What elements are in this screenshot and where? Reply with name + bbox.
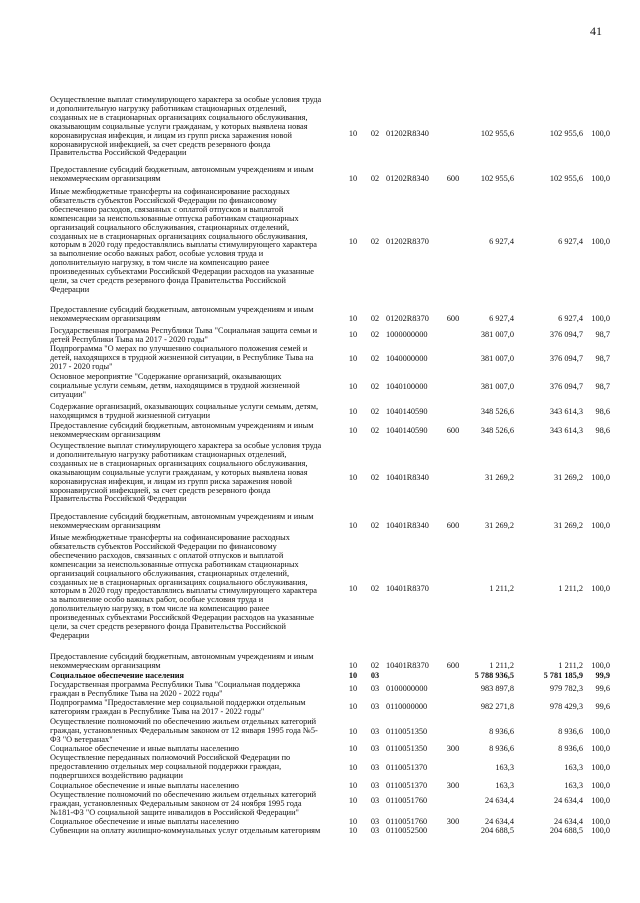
cell-rz: 10: [348, 382, 358, 391]
cell-pr: 02: [370, 174, 380, 183]
cell-rz: 10: [348, 702, 358, 711]
cell-plan: 163,3: [495, 763, 514, 772]
cell-rz: 10: [348, 826, 358, 835]
cell-plan: 1 211,2: [489, 661, 514, 670]
cell-vr: 600: [446, 174, 460, 183]
cell-pct: 99,6: [595, 684, 610, 693]
cell-plan: 163,3: [495, 781, 514, 790]
cell-plan: 102 955,6: [480, 129, 514, 138]
cell-fact: 204 688,5: [549, 826, 583, 835]
cell-csr: 0110051760: [386, 796, 428, 805]
cell-pct: 100,0: [591, 661, 610, 670]
cell-pct: 100,0: [591, 817, 610, 826]
cell-pct: 100,0: [591, 314, 610, 323]
cell-rz: 10: [348, 237, 358, 246]
cell-vr: 600: [446, 426, 460, 435]
cell-csr: 1040140590: [386, 407, 428, 416]
cell-fact: 8 936,6: [558, 744, 583, 753]
cell-rz: 10: [348, 129, 358, 138]
row-description: Осуществление полномочий по обеспечению жильем отдельных категорий граждан, установленных Федеральным законом от 24 ноября 1995 года №181-ФЗ "О социальной защите инвалидов в Российской Федерации": [50, 790, 317, 817]
cell-pct: 98,7: [595, 330, 610, 339]
cell-rz: 10: [348, 521, 358, 530]
cell-fact: 102 955,6: [549, 174, 583, 183]
row-description: Социальное обеспечение и иные выплаты населению: [50, 744, 239, 753]
cell-plan: 348 526,6: [480, 407, 514, 416]
cell-plan: 8 936,6: [489, 727, 514, 736]
cell-fact: 102 955,6: [549, 129, 583, 138]
cell-csr: 1040140590: [386, 426, 428, 435]
cell-fact: 343 614,3: [549, 426, 583, 435]
cell-plan: 983 897,8: [480, 684, 514, 693]
row-description: Подпрограмма "О мерах по улучшению социального положения семей и детей, находящихся в трудной жизненной ситуации, в Республике Тыва на 2017 - 2020 годы": [50, 344, 314, 371]
cell-pct: 100,0: [591, 521, 610, 530]
cell-vr: 600: [446, 314, 460, 323]
row-description: Осуществление полномочий по обеспечению жильем отдельных категорий граждан, установленных Федеральным законом от 12 января 1995 года №5- ФЗ "О ветеранах": [50, 717, 318, 744]
cell-pr: 03: [370, 684, 380, 693]
cell-fact: 8 936,6: [558, 727, 583, 736]
cell-pr: 02: [370, 129, 380, 138]
cell-csr: 1040000000: [386, 354, 428, 363]
cell-fact: 24 634,4: [553, 817, 583, 826]
cell-plan: 982 271,8: [480, 702, 514, 711]
cell-rz: 10: [348, 781, 358, 790]
cell-pr: 02: [370, 407, 380, 416]
cell-csr: 10401R8340: [386, 521, 429, 530]
row-description: Предоставление субсидий бюджетным, автономным учреждениям и иным некоммерческим организациям: [50, 512, 314, 530]
cell-fact: 1 211,2: [558, 584, 583, 593]
cell-plan: 1 211,2: [489, 584, 514, 593]
cell-pr: 02: [370, 330, 380, 339]
cell-pr: 02: [370, 521, 380, 530]
cell-plan: 24 634,4: [484, 796, 514, 805]
cell-csr: 01202R8340: [386, 129, 429, 138]
cell-pct: 100,0: [591, 796, 610, 805]
page-number: 41: [590, 24, 602, 38]
cell-pct: 98,6: [595, 407, 610, 416]
cell-rz: 10: [348, 473, 358, 482]
cell-plan: 6 927,4: [489, 237, 514, 246]
cell-pr: 02: [370, 382, 380, 391]
cell-pr: 02: [370, 661, 380, 670]
cell-fact: 6 927,4: [558, 314, 583, 323]
row-description: Осуществление выплат стимулирующего характера за особые условия труда и дополнительную нагрузку работникам стационарных отделений, созданных не в стационарных организациях социального обслуживания, оказывающим социальные услуги гражданам, у которых выявлена новая коронавирусная инфекция, и лицам из групп риска заражения новой коронавирусной инфекцией, за счет средств резервного фонда Правительства Российской Федерации: [50, 441, 322, 504]
cell-csr: 0100000000: [386, 684, 428, 693]
row-description: Социальное обеспечение и иные выплаты населению: [50, 781, 239, 790]
cell-pct: 100,0: [591, 584, 610, 593]
cell-vr: 600: [446, 521, 460, 530]
cell-fact: 343 614,3: [549, 407, 583, 416]
row-description: Основное мероприятие "Содержание организаций, оказывающих социальные услуги семьям, детям, находящимся в трудной жизненной ситуации": [50, 372, 300, 399]
cell-csr: 01202R8340: [386, 174, 429, 183]
cell-rz: 10: [348, 174, 358, 183]
cell-csr: 0110051350: [386, 727, 428, 736]
cell-vr: 600: [446, 661, 460, 670]
cell-pct: 100,0: [591, 763, 610, 772]
row-description: Предоставление субсидий бюджетным, автономным учреждениям и иным некоммерческим организациям: [50, 421, 314, 439]
cell-csr: 10401R8370: [386, 661, 429, 670]
cell-plan: 348 526,6: [480, 426, 514, 435]
cell-csr: 01202R8370: [386, 237, 429, 246]
cell-rz: 10: [348, 763, 358, 772]
cell-fact: 24 634,4: [553, 796, 583, 805]
cell-rz: 10: [348, 354, 358, 363]
cell-csr: 10401R8370: [386, 584, 429, 593]
cell-pr: 02: [370, 584, 380, 593]
row-description: Социальное обеспечение населения: [50, 671, 185, 680]
row-description: Осуществление переданных полномочий Российской Федерации по предоставлению отдельных мер социальной поддержки граждан, подвергшихся воздействию радиации: [50, 753, 291, 780]
cell-pr: 02: [370, 426, 380, 435]
cell-rz: 10: [348, 796, 358, 805]
cell-csr: 10401R8340: [386, 473, 429, 482]
cell-fact: 31 269,2: [553, 521, 583, 530]
cell-pr: 02: [370, 237, 380, 246]
cell-plan: 8 936,6: [489, 744, 514, 753]
cell-pr: 03: [370, 671, 380, 680]
cell-pct: 100,0: [591, 237, 610, 246]
cell-rz: 10: [348, 426, 358, 435]
cell-fact: 979 782,3: [549, 684, 583, 693]
row-description: Государственная программа Республики Тыва "Социальная поддержка граждан в Республике Тыва на 2020 - 2022 годы": [50, 680, 301, 698]
cell-fact: 5 781 185,9: [543, 671, 583, 680]
cell-plan: 381 007,0: [480, 330, 514, 339]
row-description: Предоставление субсидий бюджетным, автономным учреждениям и иным некоммерческим организациям: [50, 652, 314, 670]
cell-csr: 0110051370: [386, 781, 428, 790]
cell-plan: 5 788 936,5: [474, 671, 514, 680]
cell-pr: 03: [370, 727, 380, 736]
cell-rz: 10: [348, 661, 358, 670]
cell-vr: 300: [446, 781, 460, 790]
cell-plan: 381 007,0: [480, 382, 514, 391]
cell-csr: 0110000000: [386, 702, 428, 711]
cell-rz: 10: [348, 584, 358, 593]
cell-pct: 100,0: [591, 473, 610, 482]
cell-fact: 1 211,2: [558, 661, 583, 670]
row-description: Иные межбюджетные трансферты на софинансирование расходных обязательств субъектов Российской Федерации по финансовому обеспечению расходов, связанных с оплатой отпусков и выплатой компенсации за неиспользованные отпуска работникам стационарных организаций социального обслуживания, стационарных отделений, созданных не в стационарных организациях социального обслуживания, которым в 2020 году предоставлялись выплаты стимулирующего характера за выполнение особо важных работ, особые условия труда и дополнительную нагрузку, в том числе на компенсацию ранее произведенных субъектами Российской Федерации расходов на указанные цели, за счет средств резервного фонда Правительства Российской Федерации: [50, 187, 317, 294]
row-description: Подпрограмма "Предоставление мер социальной поддержки отдельным категориям граждан в Республике Тыва на 2017 - 2022 годы": [50, 698, 306, 716]
cell-vr: 300: [446, 817, 460, 826]
cell-rz: 10: [348, 671, 358, 680]
cell-pr: 03: [370, 744, 380, 753]
cell-fact: 163,3: [564, 763, 583, 772]
cell-csr: 0110051760: [386, 817, 428, 826]
cell-csr: 1040100000: [386, 382, 428, 391]
cell-rz: 10: [348, 684, 358, 693]
cell-fact: 376 094,7: [549, 354, 583, 363]
row-description: Осуществление выплат стимулирующего характера за особые условия труда и дополнительную нагрузку работникам стационарных отделений, созданных не в стационарных организациях социального обслуживания, оказывающим социальные услуги гражданам, у которых выявлена новая коронавирусная инфекция, и лицам из групп риска заражения новой коронавирусной инфекцией, за счет средств резервного фонда Правительства Российской Федерации: [50, 95, 322, 158]
cell-rz: 10: [348, 314, 358, 323]
row-description: Предоставление субсидий бюджетным, автономным учреждениям и иным некоммерческим организациям: [50, 305, 314, 323]
cell-rz: 10: [348, 330, 358, 339]
cell-csr: 0110051350: [386, 744, 428, 753]
cell-fact: 376 094,7: [549, 330, 583, 339]
cell-pct: 98,7: [595, 354, 610, 363]
cell-pct: 100,0: [591, 174, 610, 183]
cell-pct: 100,0: [591, 129, 610, 138]
cell-pct: 100,0: [591, 744, 610, 753]
row-description: Государственная программа Республики Тыва "Социальная защита семьи и детей Республики Тыва на 2017 - 2020 годы": [50, 326, 318, 344]
cell-plan: 102 955,6: [480, 174, 514, 183]
cell-pr: 03: [370, 702, 380, 711]
cell-plan: 204 688,5: [480, 826, 514, 835]
cell-csr: 01202R8370: [386, 314, 429, 323]
cell-pct: 99,9: [595, 671, 610, 680]
cell-rz: 10: [348, 817, 358, 826]
cell-pr: 03: [370, 763, 380, 772]
cell-pct: 99,6: [595, 702, 610, 711]
row-description: Субвенции на оплату жилищно-коммунальных услуг отдельным категориям: [50, 826, 321, 835]
cell-fact: 31 269,2: [553, 473, 583, 482]
cell-pr: 03: [370, 826, 380, 835]
cell-pct: 98,7: [595, 382, 610, 391]
cell-pr: 02: [370, 314, 380, 323]
cell-plan: 24 634,4: [484, 817, 514, 826]
cell-fact: 163,3: [564, 781, 583, 790]
row-description: Содержание организаций, оказывающих социальные услуги семьям, детям, находящимся в трудной жизненной ситуации: [50, 402, 319, 420]
cell-pct: 100,0: [591, 826, 610, 835]
cell-pct: 98,6: [595, 426, 610, 435]
cell-rz: 10: [348, 744, 358, 753]
cell-plan: 381 007,0: [480, 354, 514, 363]
cell-fact: 6 927,4: [558, 237, 583, 246]
cell-plan: 31 269,2: [484, 473, 514, 482]
cell-rz: 10: [348, 727, 358, 736]
cell-pct: 100,0: [591, 727, 610, 736]
cell-fact: 978 429,3: [549, 702, 583, 711]
cell-csr: 0110052500: [386, 826, 428, 835]
cell-vr: 300: [446, 744, 460, 753]
cell-pct: 100,0: [591, 781, 610, 790]
cell-csr: 0110051370: [386, 763, 428, 772]
cell-csr: 1000000000: [386, 330, 428, 339]
cell-plan: 31 269,2: [484, 521, 514, 530]
cell-pr: 03: [370, 817, 380, 826]
cell-pr: 03: [370, 796, 380, 805]
cell-pr: 02: [370, 354, 380, 363]
cell-rz: 10: [348, 407, 358, 416]
row-description: Иные межбюджетные трансферты на софинансирование расходных обязательств субъектов Российской Федерации по финансовому обеспечению расходов, связанных с оплатой отпусков и выплатой компенсации за неиспользованные отпуска работникам стационарных организаций социального обслуживания, стационарных отделений, созданных не в стационарных организациях социального обслуживания, которым в 2020 году предоставлялись выплаты стимулирующего характера за выполнение особо важных работ, особые условия труда и дополнительную нагрузку, в том числе на компенсацию ранее произведенных субъектами Российской Федерации расходов на указанные цели, за счет средств резервного фонда Правительства Российской Федерации: [50, 533, 317, 640]
cell-pr: 03: [370, 781, 380, 790]
row-description: Социальное обеспечение и иные выплаты населению: [50, 817, 239, 826]
row-description: Предоставление субсидий бюджетным, автономным учреждениям и иным некоммерческим организациям: [50, 165, 314, 183]
cell-pr: 02: [370, 473, 380, 482]
cell-fact: 376 094,7: [549, 382, 583, 391]
cell-plan: 6 927,4: [489, 314, 514, 323]
